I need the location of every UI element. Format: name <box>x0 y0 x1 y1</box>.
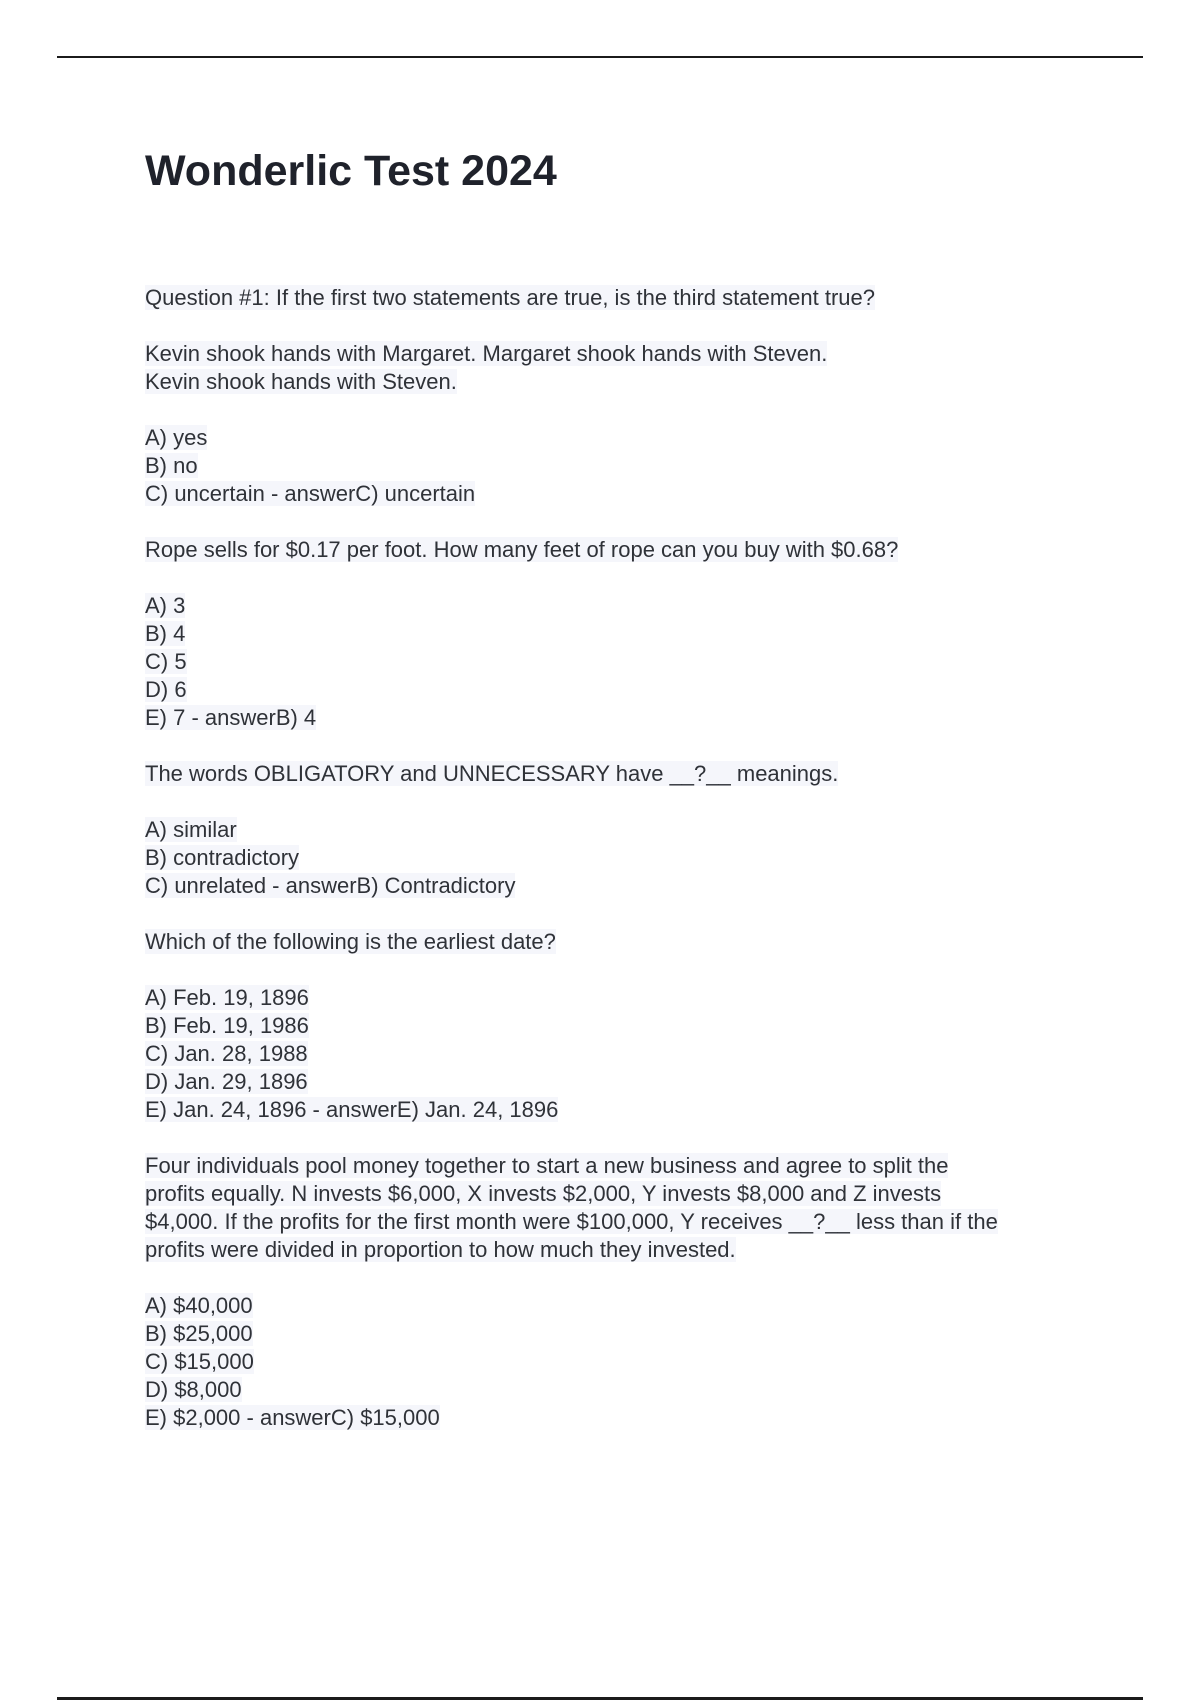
text-block <box>145 592 1105 732</box>
text-line <box>145 424 1105 452</box>
text-line-content: B) Feb. 19, 1986 <box>145 1013 309 1038</box>
text-line <box>145 480 1105 508</box>
text-line-content: A) $40,000 <box>145 1293 253 1318</box>
text-line <box>145 1236 1105 1264</box>
text-line-content: C) 5 <box>145 649 187 674</box>
text-line <box>145 592 1105 620</box>
text-line-content: B) contradictory <box>145 845 300 870</box>
text-block <box>145 928 1105 956</box>
text-block <box>145 816 1105 900</box>
text-line-content: D) 6 <box>145 677 187 702</box>
text-block <box>145 760 1105 788</box>
text-line-content: C) Jan. 28, 1988 <box>145 1041 308 1066</box>
text-line <box>145 1040 1105 1068</box>
text-line <box>145 368 1105 396</box>
text-line <box>145 284 1105 312</box>
text-line-content: Which of the following is the earliest date? <box>145 929 556 954</box>
text-line <box>145 648 1105 676</box>
text-line-content: E) 7 - answerB) 4 <box>145 705 317 730</box>
text-line <box>145 928 1105 956</box>
text-block <box>145 984 1105 1124</box>
text-line-content: D) Jan. 29, 1896 <box>145 1069 308 1094</box>
text-line-content: A) Feb. 19, 1896 <box>145 985 309 1010</box>
top-rule <box>57 56 1143 58</box>
text-line-content: A) similar <box>145 817 237 842</box>
text-line-content: profits were divided in proportion to how much they invested. <box>145 1237 736 1262</box>
text-line <box>145 340 1105 368</box>
text-line-content: Rope sells for $0.17 per foot. How many feet of rope can you buy with $0.68? <box>145 537 899 562</box>
text-line <box>145 1180 1105 1208</box>
text-block <box>145 1292 1105 1432</box>
question-blocks <box>145 284 1105 1460</box>
text-line <box>145 1292 1105 1320</box>
text-block <box>145 424 1105 508</box>
text-line <box>145 1404 1105 1432</box>
text-line-content: B) 4 <box>145 621 186 646</box>
text-line-content: C) $15,000 <box>145 1349 254 1374</box>
text-block <box>145 284 1105 312</box>
text-line-content: E) $2,000 - answerC) $15,000 <box>145 1405 440 1430</box>
text-line-content: Kevin shook hands with Steven. <box>145 369 457 394</box>
text-line-content: B) no <box>145 453 198 478</box>
text-line <box>145 1068 1105 1096</box>
text-line-content: The words OBLIGATORY and UNNECESSARY have __?__ meanings. <box>145 761 839 786</box>
text-line <box>145 676 1105 704</box>
text-line-content: profits equally. N invests $6,000, X invests $2,000, Y invests $8,000 and Z invests <box>145 1181 942 1206</box>
text-block <box>145 536 1105 564</box>
text-line-content: B) $25,000 <box>145 1321 253 1346</box>
text-block <box>145 1152 1105 1264</box>
text-line-content: Question #1: If the first two statements are true, is the third statement true? <box>145 285 876 310</box>
text-line-content: A) yes <box>145 425 208 450</box>
text-line-content: C) uncertain - answerC) uncertain <box>145 481 476 506</box>
text-line-content: E) Jan. 24, 1896 - answerE) Jan. 24, 1896 <box>145 1097 559 1122</box>
text-line-content: Four individuals pool money together to start a new business and agree to split the <box>145 1153 949 1178</box>
text-line-content: C) unrelated - answerB) Contradictory <box>145 873 516 898</box>
text-line <box>145 984 1105 1012</box>
text-block <box>145 340 1105 396</box>
text-line <box>145 1152 1105 1180</box>
text-line <box>145 1320 1105 1348</box>
text-line <box>145 816 1105 844</box>
text-line <box>145 1096 1105 1124</box>
text-line-content: A) 3 <box>145 593 186 618</box>
text-line <box>145 1208 1105 1236</box>
text-line <box>145 452 1105 480</box>
text-line <box>145 704 1105 732</box>
text-line <box>145 872 1105 900</box>
text-line-content: $4,000. If the profits for the first month were $100,000, Y receives __?__ less than if the <box>145 1209 998 1234</box>
text-line-content: Kevin shook hands with Margaret. Margaret shook hands with Steven. <box>145 341 828 366</box>
text-line-content: D) $8,000 <box>145 1377 242 1402</box>
text-line <box>145 620 1105 648</box>
text-line <box>145 760 1105 788</box>
text-line <box>145 844 1105 872</box>
text-line <box>145 1348 1105 1376</box>
text-line <box>145 1376 1105 1404</box>
text-line <box>145 536 1105 564</box>
document-title: Wonderlic Test 2024 <box>145 147 557 195</box>
text-line <box>145 1012 1105 1040</box>
